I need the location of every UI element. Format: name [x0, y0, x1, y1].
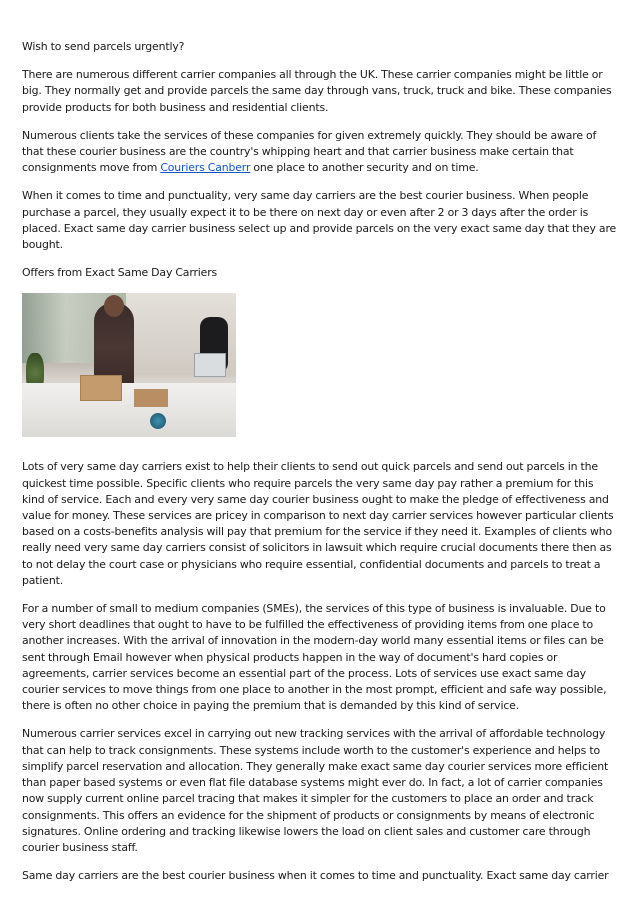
- office-courier-photo: [22, 293, 236, 437]
- intro-heading: Wish to send parcels urgently?: [22, 40, 185, 53]
- paragraph-2-text-start: Numerous clients take the services of these companies for given extremely quickly. They should be aware of that these courier business are the country's whipping heart and that carrier business make certain that consignments move from: [22, 128, 597, 175]
- couriers-canberr-link[interactable]: Couriers Canberr: [160, 161, 251, 175]
- paragraph-5: For a number of small to medium companies (SMEs), the services of this type of business is invaluable. Due to very short deadlines that ought to have to be fulfilled the effectiveness of providing items from one place to another increases. With the arrival of innovation in the modern-day world many essential items or files can be sent through Email however when physical products happen in the way of document's hard copies or agreements, carrier services become an essential part of the process. Lots of services use exact same day courier services to move things from one place to another in the most prompt, efficient and safe way possible, there is often no other choice in paying the premium that is demanded by this kind of service.: [22, 602, 607, 713]
- paragraph-1: There are numerous different carrier companies all through the UK. These carrier companies might be little or big. They normally get and provide parcels the same day through vans, truck, truck and bike. These companies provide products for both business and residential clients.: [22, 68, 612, 114]
- photo-parcel-box: [80, 375, 122, 401]
- photo-desk: [22, 383, 236, 437]
- photo-parcel-box-small: [134, 389, 168, 407]
- paragraph-2: [22, 128, 618, 177]
- paragraph-4: Lots of very same day carriers exist to help their clients to send out quick parcels and send out parcels in the quickest time possible. Specific clients who require parcels the very same day pay rather a premium for this kind of service. Each and every very same day courier business ought to make the pledge of effectiveness and value for money. These services are pricey in comparison to next day carrier services however particular clients based on a costs-benefits analysis will pay that premium for the service if they need it. Examples of clients who really need very same day carriers consist of solicitors in lawsuit which require crucial documents there then as to not delay the court case or physicians who require essential, confidential documents and parcels to treat a patient.: [22, 460, 614, 587]
- paragraph-2-text-end: one place to another security and on time.: [250, 161, 479, 175]
- paragraph-7: Same day carriers are the best courier business when it comes to time and punctuality. Exact same day carrier: [22, 869, 609, 883]
- paragraph-6: Numerous carrier services excel in carrying out new tracking services with the arrival of affordable technology that can help to track consignments. These systems include worth to the customer's experience and helps to simplify parcel reservation and allocation. They generally make exact same day courier services more efficient than paper based systems or even flat file database systems might ever do. In fact, a lot of carrier companies now supply current online parcel tracing that makes it simpler for the customers to place an order and track consignments. This offers an evidence for the shipment of products or consignments by means of electronic signatures. Online ordering and tracking likewise lowers the load on client sales and customer care through courier business staff.: [22, 727, 609, 854]
- section-subheading: Offers from Exact Same Day Carriers: [22, 266, 218, 280]
- photo-laptop: [194, 353, 226, 377]
- paragraph-3: When it comes to time and punctuality, very same day carriers are the best courier business. When people purchase a parcel, they usually expect it to be there on next day or even after 2 or 3 days after the order is placed. Exact same day carrier business select up and provide parcels on the very exact same day that they are bought.: [22, 189, 617, 252]
